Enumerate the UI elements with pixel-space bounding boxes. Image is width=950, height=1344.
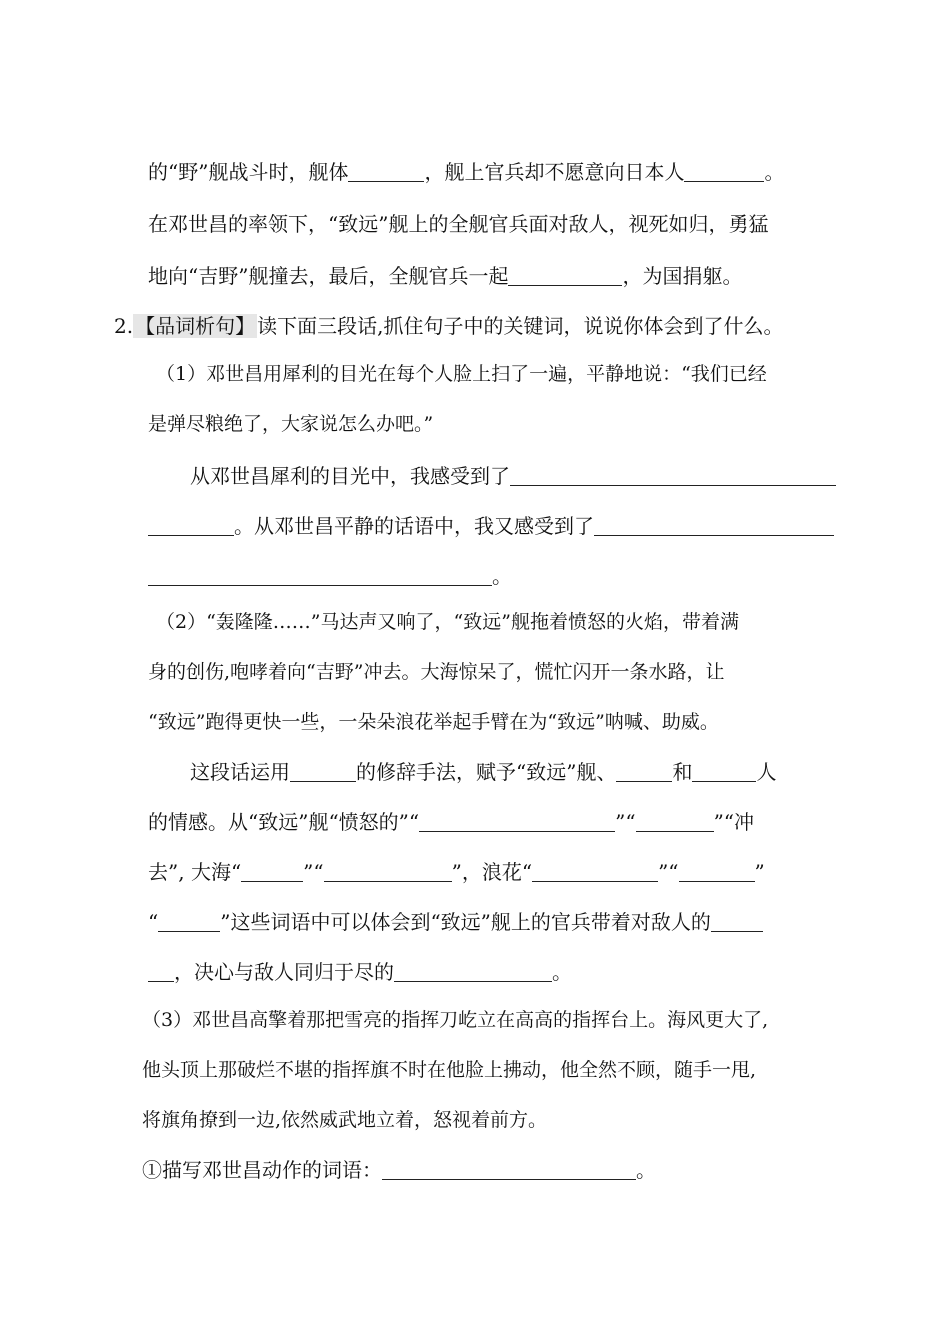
fill-blank[interactable] [394, 961, 552, 982]
fill-blank[interactable] [290, 761, 356, 782]
passage-2-line-1: （2）“轰隆隆……”马达声又响了，“致远”舰拖着愤怒的火焰，带着满 [156, 611, 739, 633]
top-line-2: 在邓世昌的率领下，“致远”舰上的全舰官兵面对敌人，视死如归，勇猛 [148, 212, 769, 236]
top-line-3: 地向“吉野”舰撞去，最后，全舰官兵一起 ，为国捐躯。 [148, 264, 743, 288]
fill-blank[interactable] [532, 861, 658, 882]
question-prompt: 读下面三段话,抓住句子中的关键词，说说你体会到了什么。 [257, 314, 784, 338]
fill-blank[interactable] [636, 811, 714, 832]
passage-3-line-2: 他头顶上那破烂不堪的指挥旗不时在他脸上拂动，他全然不顾，随手一甩, [142, 1059, 757, 1081]
fill-blank[interactable] [616, 761, 672, 782]
passage-3-line-1: （3）邓世昌高擎着那把雪亮的指挥刀屹立在高高的指挥台上。海风更大了, [142, 1009, 769, 1031]
fill-blank[interactable] [148, 565, 492, 586]
passage-3-line-3: 将旗角撩到一边,依然威武地立着，怒视着前方。 [142, 1109, 548, 1131]
fill-blank[interactable] [508, 265, 622, 286]
fill-blank[interactable] [348, 161, 424, 182]
answer-2-line-3: 去”, 大海“ ”“ ”，浪花“ ”“ ” [148, 860, 765, 884]
question-2-header [114, 312, 783, 340]
question-number: 2. [114, 314, 134, 338]
answer-2-line-1: 这段话运用 的修辞手法，赋予“致远”舰、 和 人 [190, 760, 777, 784]
answer-2-line-5: ，决心与敌人同归于尽的 。 [148, 958, 572, 986]
passage-1-line-2: 是弹尽粮绝了，大家说怎么办吧。” [148, 413, 434, 435]
fill-blank[interactable] [594, 515, 834, 536]
question-tag: 【品词析句】 [135, 314, 256, 338]
answer-1-line-2: 。从邓世昌平静的话语中，我又感受到了 [148, 512, 834, 540]
fill-blank[interactable] [419, 811, 615, 832]
answer-2-line-4: “ ”这些词语中可以体会到“致远”舰上的官兵带着对敌人的 [148, 908, 763, 936]
fill-blank[interactable] [510, 465, 836, 486]
fill-blank[interactable] [241, 861, 303, 882]
fill-blank[interactable] [148, 515, 234, 536]
answer-2-line-2: 的情感。从“致远”舰“愤怒的”“ ”“ ”“冲 [148, 810, 755, 834]
fill-blank[interactable] [679, 861, 755, 882]
fill-blank[interactable] [684, 161, 764, 182]
sub-question-1: ①描写邓世昌动作的词语： 。 [142, 1158, 656, 1182]
answer-1-line-1: 从邓世昌犀利的目光中，我感受到了 [190, 462, 836, 490]
passage-2-line-2: 身的创伤,咆哮着向“吉野”冲去。大海惊呆了，慌忙闪开一条水路，让 [148, 661, 725, 683]
top-line-1: 的“野”舰战斗时，舰体 ，舰上官兵却不愿意向日本人 。 [148, 160, 785, 184]
answer-1-line-3: 。 [148, 562, 512, 590]
fill-blank[interactable] [692, 761, 756, 782]
passage-2-line-3: “致远”跑得更快一些，一朵朵浪花举起手臂在为“致远”呐喊、助威。 [148, 711, 719, 733]
fill-blank[interactable] [711, 911, 763, 932]
fill-blank[interactable] [158, 911, 220, 932]
fill-blank[interactable] [148, 961, 174, 982]
passage-1-line-1: （1）邓世昌用犀利的目光在每个人脸上扫了一遍，平静地说：“我们已经 [156, 363, 767, 385]
fill-blank[interactable] [324, 861, 452, 882]
fill-blank[interactable] [382, 1159, 636, 1180]
